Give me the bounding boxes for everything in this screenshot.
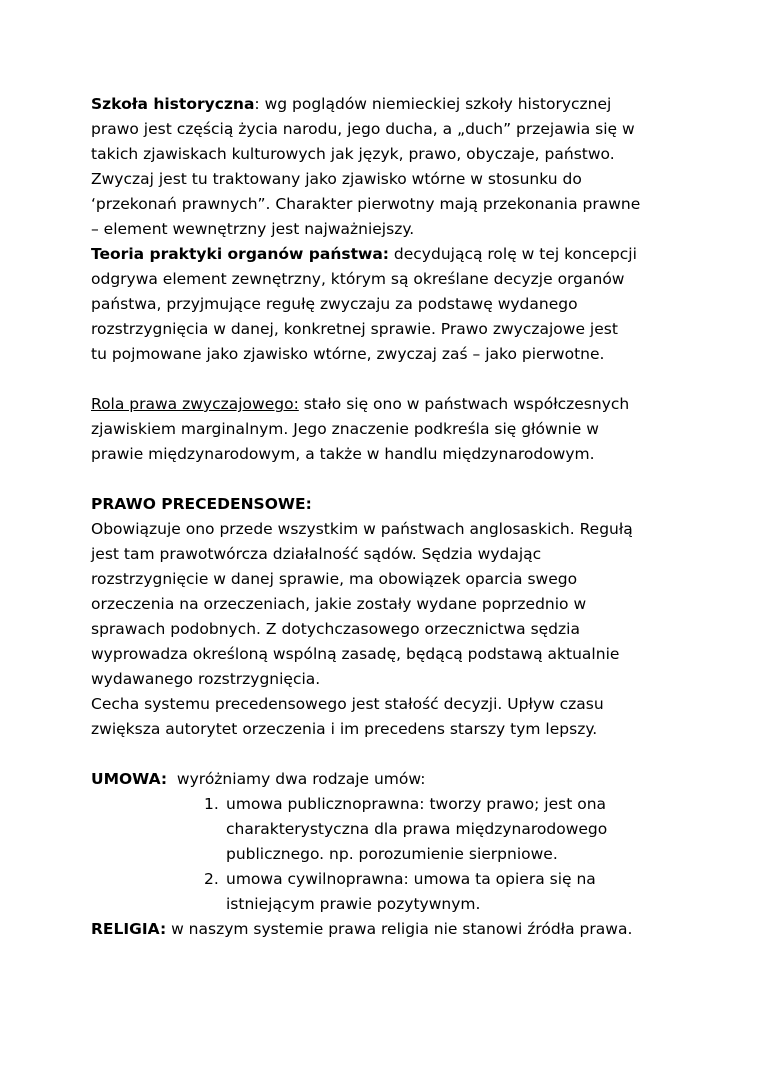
precedens-line-2: jest tam prawotwórcza działalność sądów. Sędzia wydając <box>91 545 542 563</box>
szkola-line-1: Szkoła historyczna: wg poglądów niemieckiej szkoły historycznej <box>91 95 612 113</box>
list-number: 1. <box>204 795 219 813</box>
umowa-item-2: 2. umowa cywilnoprawna: umowa ta opiera się na <box>204 870 596 888</box>
szkola-line-2: prawo jest częścią życia narodu, jego ducha, a „duch” przejawia się w <box>91 120 635 138</box>
teoria-line-1: Teoria praktyki organów państwa: decydującą rolę w tej koncepcji <box>91 245 637 263</box>
religia-line: RELIGIA: w naszym systemie prawa religia nie stanowi źródła prawa. <box>91 920 633 938</box>
teoria-line-4: rozstrzygnięcia w danej, konkretnej sprawie. Prawo zwyczajowe jest <box>91 320 618 338</box>
precedens-line-8: Cecha systemu precedensowego jest stałość decyzji. Upływ czasu <box>91 695 604 713</box>
umowa-line: UMOWA: wyróżniamy dwa rodzaje umów: <box>91 770 426 788</box>
precedens-line-6: wyprowadza określoną wspólną zasadę, będącą podstawą aktualnie <box>91 645 620 663</box>
umowa-item-1-line-3: publicznego. np. porozumienie sierpniowe. <box>226 845 558 863</box>
rola-line-3: prawie międzynarodowym, a także w handlu międzynarodowym. <box>91 445 595 463</box>
precedens-line-1: Obowiązuje ono przede wszystkim w państwach anglosaskich. Regułą <box>91 520 633 538</box>
teoria-line-2: odgrywa element zewnętrzny, którym są określane decyzje organów <box>91 270 625 288</box>
precedens-line-5: sprawach podobnych. Z dotychczasowego orzecznictwa sędzia <box>91 620 580 638</box>
rola-term: Rola prawa zwyczajowego: <box>91 395 299 413</box>
religia-term: RELIGIA: <box>91 920 167 938</box>
precedens-line-4: orzeczenia na orzeczeniach, jakie zostały wydane poprzednio w <box>91 595 587 613</box>
precedens-line-7: wydawanego rozstrzygnięcia. <box>91 670 321 688</box>
precedens-line-3: rozstrzygnięcie w danej sprawie, ma obowiązek oparcia swego <box>91 570 578 588</box>
szkola-line-3: takich zjawiskach kulturowych jak język, prawo, obyczaje, państwo. <box>91 145 615 163</box>
teoria-line-3: państwa, przyjmujące regułę zwyczaju za podstawę wydanego <box>91 295 578 313</box>
szkola-line-6: – element wewnętrzny jest najważniejszy. <box>91 220 415 238</box>
teoria-term: Teoria praktyki organów państwa: <box>91 245 389 263</box>
umowa-item-2-line-2: istniejącym prawie pozytywnym. <box>226 895 481 913</box>
teoria-line-5: tu pojmowane jako zjawisko wtórne, zwyczaj zaś – jako pierwotne. <box>91 345 605 363</box>
umowa-term: UMOWA: <box>91 770 168 788</box>
precedens-line-9: zwiększa autorytet orzeczenia i im precedens starszy tym lepszy. <box>91 720 598 738</box>
rola-line-1: Rola prawa zwyczajowego: stało się ono w państwach współczesnych <box>91 395 630 413</box>
szkola-term: Szkoła historyczna <box>91 95 255 113</box>
list-number: 2. <box>204 870 219 888</box>
szkola-line-5: ‘przekonań prawnych”. Charakter pierwotny mają przekonania prawne <box>91 195 641 213</box>
precedens-heading: PRAWO PRECEDENSOWE: <box>91 495 312 513</box>
rola-line-2: zjawiskiem marginalnym. Jego znaczenie podkreśla się głównie w <box>91 420 599 438</box>
umowa-item-1: 1. umowa publicznoprawna: tworzy prawo; jest ona <box>204 795 607 813</box>
umowa-item-1-line-2: charakterystyczna dla prawa międzynarodowego <box>226 820 608 838</box>
szkola-line-4: Zwyczaj jest tu traktowany jako zjawisko wtórne w stosunku do <box>91 170 582 188</box>
